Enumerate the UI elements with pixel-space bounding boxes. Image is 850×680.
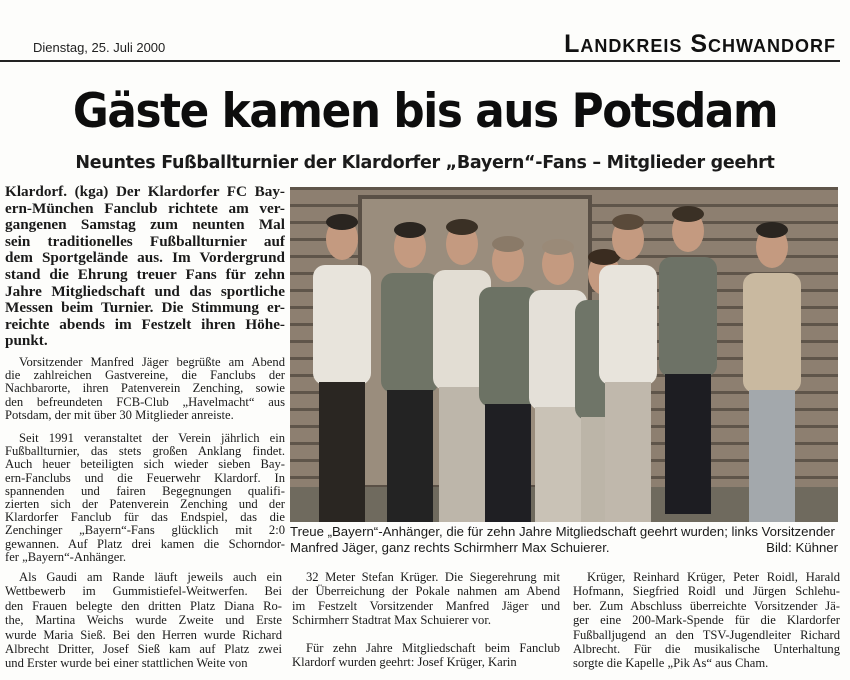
- person-shirt: [313, 265, 371, 385]
- text-line: the, Martina Weichs wurde Zweite und Erste: [5, 613, 282, 628]
- person-hair: [612, 214, 644, 230]
- paragraph: [5, 184, 285, 350]
- text-line: der Überreichung der Pokale nahmen am Abend: [292, 584, 560, 599]
- text-line: Fußballturnier, das stets großen Anklang findet.: [5, 445, 285, 459]
- person-shirt: [479, 287, 537, 407]
- subheadline: Neuntes Fußballturnier der Klardorfer „Bayern“-Fans – Mitglieder geehrt: [75, 153, 775, 173]
- person-hair: [756, 222, 788, 238]
- paragraph: [292, 641, 560, 670]
- text-line: sorgte die Kapelle „Pik As“ aus Cham.: [573, 656, 769, 671]
- text-line: 32 Meter Stefan Krüger. Die Siegerehrung mit: [306, 570, 560, 584]
- paragraph: [5, 356, 285, 422]
- person-shirt: [599, 265, 657, 385]
- text-line: und Erster wurde bei einer stattlichen Weite von: [5, 656, 248, 671]
- body-column-bottom-3: [573, 570, 840, 680]
- section-title: Landkreis Schwandorf: [564, 30, 836, 58]
- text-line: ger eine 200-Mark-Spende für die Klardorfer: [573, 613, 840, 628]
- person-hair: [394, 222, 426, 238]
- caption-line-1: Treue „Bayern“-Anhänger, die für zehn Jahre Mitgliedschaft geehrt wurden; links Vorsitzender: [290, 524, 835, 539]
- person-trousers: [387, 390, 433, 522]
- body-column-bottom-2: [292, 570, 560, 680]
- text-line: spannenden und fairen Begegnungen qualifi-: [5, 484, 285, 498]
- header-divider: [0, 60, 840, 62]
- text-line: die zahlreichen Gastvereine, die Fanclubs der: [5, 369, 285, 383]
- publication-date: Dienstag, 25. Juli 2000: [33, 40, 166, 55]
- text-line: Messen beim Turnier. Die Stimmung er-: [5, 300, 285, 317]
- person-trousers: [319, 382, 365, 522]
- body-column-bottom-1: [5, 570, 282, 680]
- text-line: Klardorfer Fanclub für das Endspiel, das die: [5, 511, 285, 525]
- text-line: Als Gaudi am Rande läuft jeweils auch ein: [19, 570, 282, 584]
- text-line: gewannen. Auf Platz drei kamen die Schorndor-: [5, 537, 285, 551]
- text-line: reichte abends im Festzelt ihren Höhe-: [5, 316, 285, 333]
- person-hair: [672, 206, 704, 222]
- person-trousers: [665, 374, 711, 514]
- text-line: Jahre Mitgliedschaft und das sportliche: [5, 283, 285, 300]
- text-line: Klardorf wurden geehrt: Josef Krüger, Karin: [292, 655, 517, 670]
- text-line: wurde Maria Sieß. Bei den Herren wurde Richard: [5, 627, 282, 642]
- caption-line-2: Manfred Jäger, ganz rechts Schirmherr Max Schuierer.: [290, 540, 610, 555]
- body-column-1: [5, 356, 285, 574]
- text-line: ber. Zum Abschluss überreichte Vorsitzender Jä-: [573, 598, 840, 613]
- person-trousers: [535, 407, 581, 522]
- text-line: ern-München Fanclub richtete am ver-: [5, 200, 285, 217]
- person-shirt: [381, 273, 439, 393]
- photo-credit: Bild: Kühner: [766, 540, 838, 555]
- text-line: Für zehn Jahre Mitgliedschaft beim Fanclub: [306, 640, 560, 655]
- text-line: fer „Bayern“-Anhänger.: [5, 550, 126, 564]
- paragraph: [5, 432, 285, 564]
- text-line: im Festzelt Vorsitzender Manfred Jäger und: [292, 598, 560, 613]
- text-line: Krüger, Reinhard Krüger, Peter Roidl, Harald: [587, 570, 840, 584]
- person-shirt: [659, 257, 717, 377]
- person-trousers: [605, 382, 651, 522]
- text-line: Schirmherr Stadtrat Max Schuierer vor.: [292, 613, 491, 628]
- photo-caption: [290, 524, 838, 556]
- text-line: den Frauen belegte den dritten Platz Diana Ro-: [5, 598, 282, 613]
- text-line: sein traditionelles Fußballturnier auf: [5, 233, 285, 250]
- text-line: ern-Fanclubs und die Feuerwehr Klardorf. In: [5, 471, 285, 485]
- person-hair: [326, 214, 358, 230]
- person-trousers: [485, 404, 531, 522]
- text-line: Potsdam, der mit über 30 Mitglieder anreiste.: [5, 408, 234, 422]
- text-line: Albrecht Dritter, Josef Sieß kam auf Platz zwei: [5, 642, 282, 657]
- headline: Gäste kamen bis aus Potsdam: [72, 84, 778, 139]
- text-line: den befreundeten FCB-Club „Havelmacht“ aus: [5, 395, 285, 409]
- text-line: Wettbewerb im Gummistiefel-Weitwerfen. Bei: [5, 584, 282, 599]
- text-line: Vorsitzender Manfred Jäger begrüßte am Abend: [19, 356, 285, 369]
- text-line: Nachbarorte, ihren Patenverein Zenching, sowie: [5, 382, 285, 396]
- person-hair: [492, 236, 524, 252]
- person-hair: [542, 239, 574, 255]
- person-hair: [446, 219, 478, 235]
- text-line: Auch heuer beteiligten sich wieder sieben Bay-: [5, 458, 285, 472]
- text-line: Zenchinger „Bayern“-Fans glücklich mit 2:0: [5, 524, 285, 538]
- text-line: zierten sich der Patenverein Zenching und der: [5, 498, 285, 512]
- paragraph: [292, 570, 560, 628]
- text-line: gangenen Samstag zum neunten Mal: [5, 217, 285, 234]
- text-line: stand die Ehrung treuer Fans für zehn: [5, 266, 285, 283]
- paragraph: [573, 570, 840, 671]
- lead-paragraph: [5, 184, 285, 363]
- text-line: Klardorf. (kga) Der Klardorfer FC Bay-: [5, 184, 285, 200]
- text-line: dem Sportgelände aus. Im Vordergrund: [5, 250, 285, 267]
- text-line: Hofmann, Siegfried Roidl und Jürgen Schlehu-: [573, 584, 840, 599]
- text-line: punkt.: [5, 333, 48, 350]
- text-line: Albrecht. Für die musikalische Unterhaltung: [573, 642, 840, 657]
- text-line: Fußballjugend an den TSV-Jugendleiter Richard: [573, 627, 840, 642]
- paragraph: [5, 570, 282, 671]
- person-shirt: [743, 273, 801, 393]
- group-photo: [290, 187, 838, 522]
- text-line: Seit 1991 veranstaltet der Verein jährlich ein: [19, 432, 285, 446]
- log-seam: [290, 187, 838, 190]
- person-trousers: [749, 390, 795, 522]
- person-trousers: [439, 387, 485, 522]
